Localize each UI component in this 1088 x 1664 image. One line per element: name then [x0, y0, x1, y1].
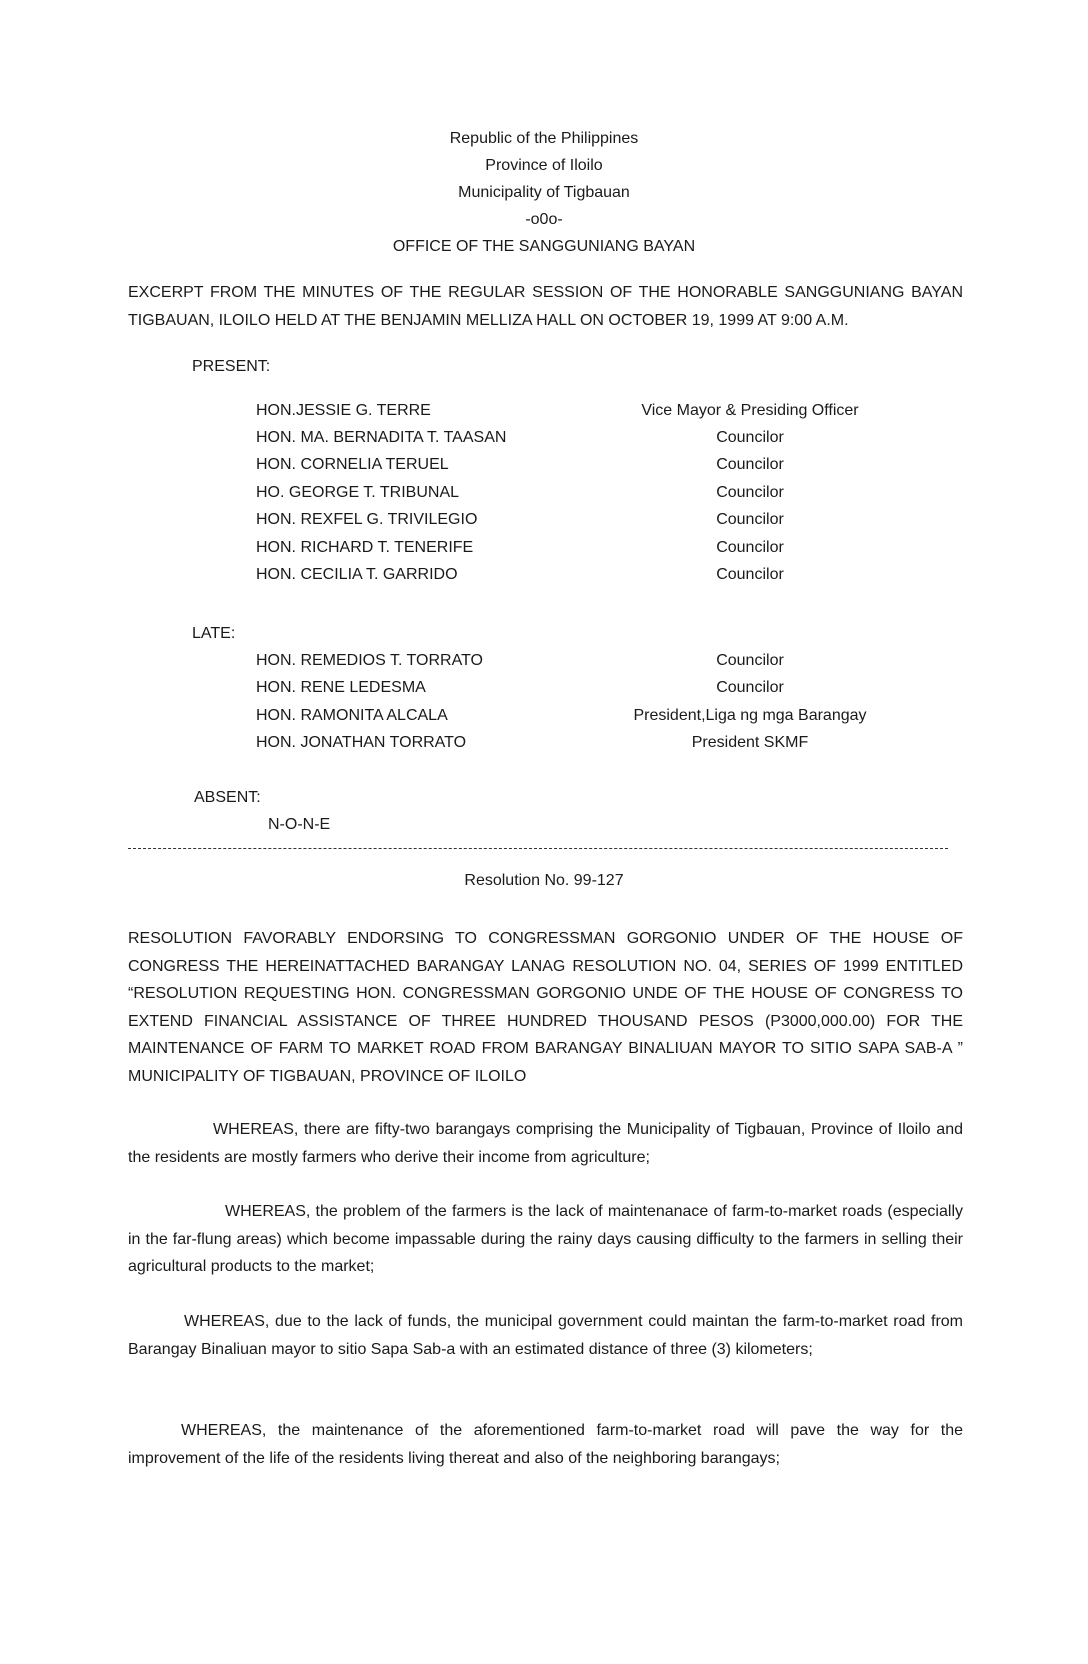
late-name: HON. JONATHAN TORRATO	[256, 734, 467, 751]
present-name: HON. CORNELIA TERUEL	[256, 456, 449, 473]
present-name: HON. RICHARD T. TENERIFE	[256, 539, 474, 556]
section-divider	[128, 848, 948, 849]
present-role: Councilor	[716, 484, 784, 501]
resolution-title: RESOLUTION FAVORABLY ENDORSING TO CONGRESSMAN GORGONIO UNDER OF THE HOUSE OF CONGRESS THE HEREINATTACHED BARANGAY LANAG RESOLUTION NO. 04, SERIES OF 1999 ENTITLED “RESOLUTION REQUESTING HON. CONGRESSMAN GORGONIO UNDE OF THE HOUSE OF CONGRESS TO EXTEND FINANCIAL ASSISTANCE OF THREE HUNDRED THOUSAND PESOS (P3000,000.00) FOR THE MAINTENANCE OF FARM TO MARKET ROAD FROM BARANGAY BINALIUAN MAYOR TO SITIO SAPA SAB-A ” MUNICIPALITY OF TIGBAUAN, PROVINCE OF ILOILO	[128, 930, 963, 1085]
minutes-excerpt: EXCERPT FROM THE MINUTES OF THE REGULAR SESSION OF THE HONORABLE SANGGUNIANG BAYAN TIGBAUAN, ILOILO HELD AT THE BENJAMIN MELLIZA HALL ON OCTOBER 19, 1999 AT 9:00 A.M.	[128, 284, 963, 329]
present-role: Councilor	[716, 456, 784, 473]
whereas-clause: WHEREAS, the problem of the farmers is the lack of maintenanace of farm-to-market roads (especially in the far-flung areas) which become impassable during the rainy days causing difficulty to the farmers in selling their agricultural products to the market;	[128, 1203, 963, 1275]
header-municipality: Municipality of Tigbauan	[458, 184, 630, 201]
late-role: President SKMF	[691, 734, 809, 751]
present-name: HO. GEORGE T. TRIBUNAL	[256, 484, 460, 501]
resolution-number: Resolution No. 99-127	[464, 872, 624, 889]
header-republic: Republic of the Philippines	[449, 130, 639, 147]
present-role: Councilor	[716, 539, 784, 556]
present-name: HON. CECILIA T. GARRIDO	[256, 566, 458, 583]
header-separator: -o0o-	[525, 211, 563, 228]
present-name: HON.JESSIE G. TERRE	[256, 402, 431, 419]
present-role: Vice Mayor & Presiding Officer	[641, 402, 859, 419]
header-province: Province of Iloilo	[485, 157, 603, 174]
whereas-clause: WHEREAS, the maintenance of the aforementioned farm-to-market road will pave the way for the improvement of the life of the residents living thereat and also of the neighboring barangays;	[128, 1422, 963, 1467]
late-role: Councilor	[716, 679, 784, 696]
present-name: HON. MA. BERNADITA T. TAASAN	[256, 429, 507, 446]
absent-value: N-O-N-E	[268, 816, 331, 833]
late-label: LATE:	[192, 625, 236, 642]
late-name: HON. REMEDIOS T. TORRATO	[256, 652, 483, 669]
late-role: President,Liga ng mga Barangay	[633, 707, 867, 724]
header-office: OFFICE OF THE SANGGUNIANG BAYAN	[392, 238, 696, 255]
late-name: HON. RAMONITA ALCALA	[256, 707, 448, 724]
present-role: Councilor	[716, 566, 784, 583]
present-role: Councilor	[716, 511, 784, 528]
present-name: HON. REXFEL G. TRIVILEGIO	[256, 511, 478, 528]
late-name: HON. RENE LEDESMA	[256, 679, 426, 696]
whereas-clause: WHEREAS, due to the lack of funds, the municipal government could maintan the farm-to-market road from Barangay Binaliuan mayor to sitio Sapa Sab-a with an estimated distance of three (3) kilometers;	[128, 1313, 963, 1358]
late-role: Councilor	[716, 652, 784, 669]
whereas-clause: WHEREAS, there are fifty-two barangays comprising the Municipality of Tigbauan, Province of Iloilo and the residents are mostly farmers who derive their income from agriculture;	[128, 1121, 963, 1166]
absent-label: ABSENT:	[194, 789, 261, 806]
present-label: PRESENT:	[192, 358, 271, 375]
present-role: Councilor	[716, 429, 784, 446]
